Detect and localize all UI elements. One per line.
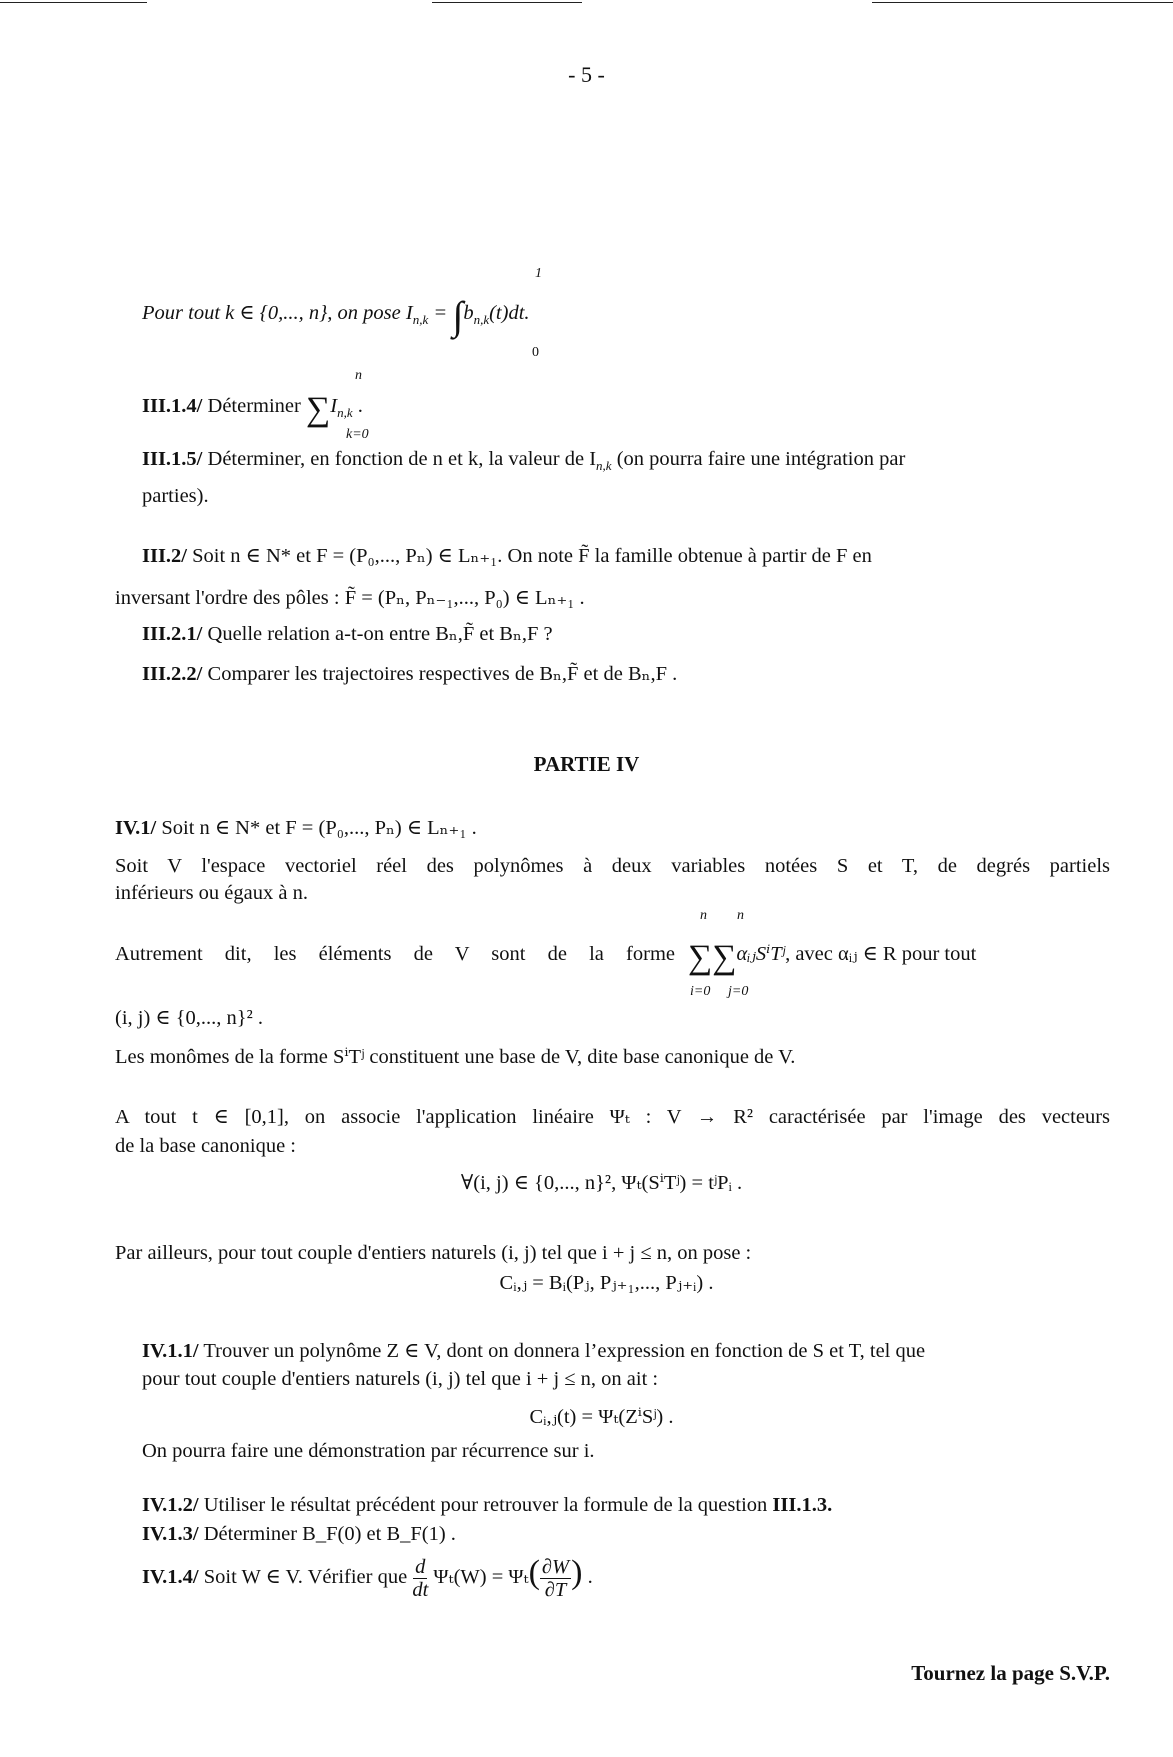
formula-C-psi: Cᵢ,ⱼ(t) = Ψₜ(ZⁱSʲ) . — [529, 1406, 674, 1428]
question-sub: n,k — [596, 458, 612, 474]
question-IV-1-2 — [142, 1492, 832, 1518]
question-text: Utiliser le résultat précédent pour retrouver la formule de la question — [198, 1494, 773, 1516]
question-label: III.1.5/ — [142, 448, 203, 470]
formula-C: Cᵢ,ⱼ = Bᵢ(Pⱼ, Pⱼ₊₁,..., Pⱼ₊ᵢ) . — [499, 1272, 714, 1294]
question-label: III.2.1/ — [142, 623, 203, 645]
sum-upper-limit: n — [355, 368, 362, 383]
intro-suffix: (t)dt. — [489, 302, 530, 324]
double-sum-expr: αᵢⱼSⁱTʲ — [736, 943, 786, 965]
sum-lower-limit: k=0 — [346, 427, 369, 442]
question-label: III.2.2/ — [142, 663, 203, 685]
question-III-2-1 — [142, 621, 553, 647]
intro-prefix: Pour tout k ∈ {0,..., n}, on pose I — [142, 302, 413, 324]
sum-sign: ∑ — [305, 391, 331, 428]
integral-upper-limit: 1 — [535, 266, 542, 281]
question-label: III.2/ — [142, 545, 188, 567]
question-IV-1 — [115, 815, 477, 841]
top-rule-right — [872, 2, 1173, 3]
question-IV-1-1-line2: pour tout couple d'entiers naturels (i, j) tel que i + j ≤ n, on ait : — [142, 1368, 659, 1390]
section-heading: PARTIE IV — [533, 752, 640, 776]
question-ref: III.1.3. — [772, 1494, 833, 1516]
footer-note: Tournez la page S.V.P. — [911, 1661, 1110, 1685]
question-IV-1-line8: de la base canonique : — [115, 1135, 297, 1157]
top-rule-left — [0, 2, 147, 3]
question-III-2 — [142, 543, 872, 569]
question-line1: Soit n ∈ N* et F = (P₀,..., Pₙ) ∈ Lₙ₊₁. On note F̃ la famille obtenue à partir de F en — [187, 545, 872, 567]
double-sum-lower-i: i=0 — [690, 984, 711, 999]
question-IV-1-line3: inférieurs ou égaux à n. — [115, 882, 308, 904]
question-line1: Soit n ∈ N* et F = (P₀,..., Pₙ) ∈ Lₙ₊₁ . — [156, 817, 477, 839]
question-III-2-line2: inversant l'ordre des pôles : F̃ = (Pₙ, Pₙ₋₁,..., P₀) ∈ Lₙ₊₁ . — [115, 587, 585, 609]
question-label: IV.1/ — [115, 817, 157, 839]
page-number: - 5 - — [568, 62, 605, 87]
fraction-denominator: ∂T — [544, 1579, 567, 1601]
question-line1: Trouver un polynôme Z ∈ V, dont on donnera l’expression en fonction de S et T, tel que — [198, 1340, 926, 1362]
question-text: Déterminer — [202, 395, 306, 417]
question-label: IV.1.3/ — [142, 1523, 199, 1545]
question-IV-1-4: IV.1.4/ Soit W ∈ V. Vérifier que $\frac{d}{dt}$ Ψₜ(W) = Ψₜ( $\frac{\partial W}{\partial T}$ ) . — [142, 1554, 593, 1601]
question-IV-1-line6: Les monômes de la forme SⁱTʲ constituent une base de V, dite base canonique de V. — [115, 1046, 796, 1068]
question-text: Déterminer B_F(0) et B_F(1) . — [198, 1523, 456, 1545]
sum-expr-sub: n,k — [337, 405, 353, 421]
fraction-numerator: d — [415, 1556, 426, 1578]
sum-sign-i: ∑ — [688, 939, 713, 976]
fraction-d-dt — [412, 1556, 428, 1601]
question-text-b: (on pourra faire une intégration par — [611, 448, 906, 470]
double-sum-upper-i: n — [700, 908, 707, 923]
question-text: Quelle relation a-t-on entre Bₙ,F̃ et Bₙ,F ? — [202, 623, 553, 645]
sum-expr: I — [330, 395, 338, 417]
question-IV-1-line4-left: Autrement dit, les éléments de V sont de la forme — [115, 943, 675, 965]
question-label: IV.1.4/ — [142, 1566, 199, 1589]
question-text-a: Déterminer, en fonction de n et k, la valeur de I — [202, 448, 597, 470]
intro-sub: n,k — [412, 312, 429, 328]
integral-sign: ∫ — [452, 293, 464, 338]
question-III-1-5-line2: parties). — [142, 485, 209, 507]
question-III-1-5 — [142, 446, 905, 479]
question-IV-1-line2: Soit V l'espace vectoriel réel des polynômes à deux variables notées S et T, de degrés partiels — [115, 855, 1110, 877]
integral-lower-limit: 0 — [532, 345, 539, 360]
question-IV-1-1 — [142, 1338, 925, 1364]
question-IV-1-1-line3: On pourra faire une démonstration par récurrence sur i. — [142, 1440, 595, 1462]
fraction-denominator: dt — [412, 1579, 429, 1601]
double-sum-tail: , avec αᵢⱼ ∈ R pour tout — [785, 943, 977, 965]
top-rule-center — [432, 2, 582, 3]
double-sum-upper-j: n — [737, 908, 744, 923]
question-IV-1-line9: Par ailleurs, pour tout couple d'entiers naturels (i, j) tel que i + j ≤ n, on pose : — [115, 1242, 752, 1264]
question-end: . — [582, 1566, 593, 1589]
double-sum — [688, 939, 977, 976]
question-IV-1-line7: A tout t ∈ [0,1], on associe l'application linéaire Ψₜ : V → R² caractérisée par l'image des vecteurs — [115, 1106, 1110, 1128]
sum-end: . — [352, 395, 363, 417]
question-text: Comparer les trajectoires respectives de Bₙ,F̃ et de Bₙ,F . — [202, 663, 678, 685]
question-label: III.1.4/ — [142, 395, 203, 417]
intro-integrand: b — [463, 302, 474, 324]
question-III-2-2 — [142, 661, 677, 687]
question-IV-1-3 — [142, 1521, 456, 1547]
question-label: IV.1.2/ — [142, 1494, 199, 1516]
fraction-numerator: ∂W — [541, 1556, 570, 1578]
intro-middle: = — [428, 302, 453, 324]
question-III-1-4 — [142, 393, 363, 426]
sum-sign-j: ∑ — [712, 939, 737, 976]
fraction-dW-dT — [540, 1556, 571, 1601]
formula-psi: ∀(i, j) ∈ {0,..., n}², Ψₜ(SⁱTʲ) = tʲPᵢ . — [460, 1172, 743, 1194]
question-text: Soit W ∈ V. Vérifier que — [198, 1566, 413, 1589]
double-sum-lower-j: j=0 — [728, 984, 749, 999]
intro-integrand-sub: n,k — [473, 312, 490, 328]
question-IV-1-line5: (i, j) ∈ {0,..., n}² . — [115, 1007, 264, 1029]
question-mid: Ψₜ(W) = Ψₜ — [428, 1566, 529, 1589]
question-label: IV.1.1/ — [142, 1340, 199, 1362]
